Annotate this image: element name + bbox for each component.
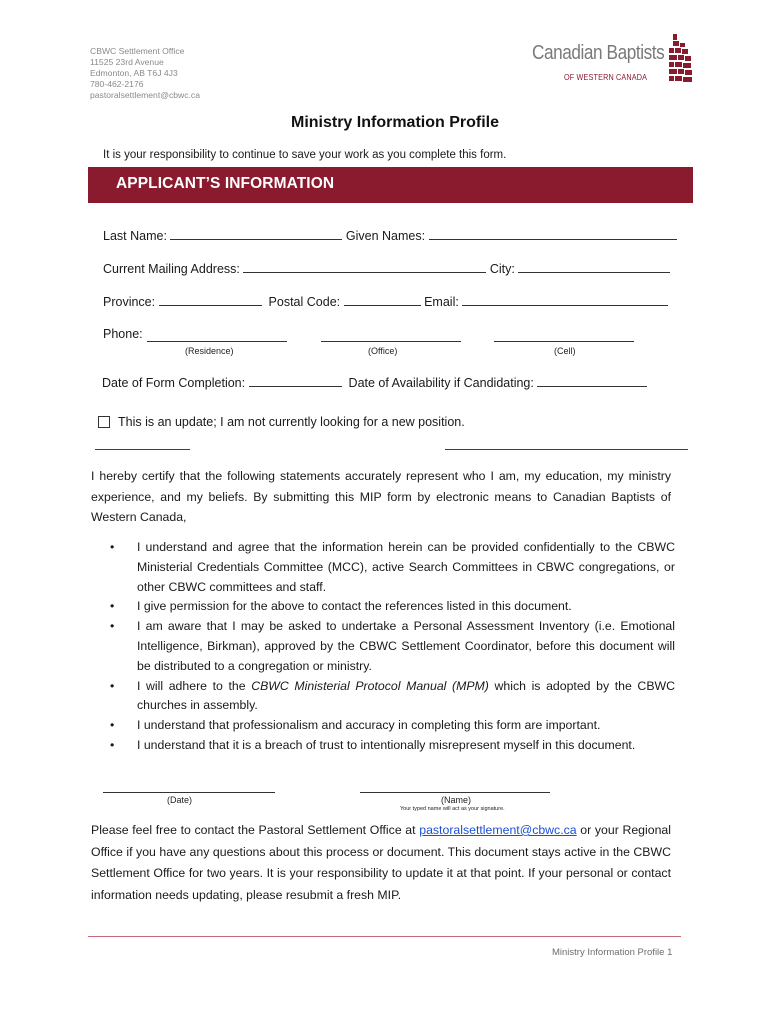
phone-residence-field[interactable]	[147, 331, 287, 342]
office-address	[90, 46, 200, 101]
given-names-label: Given Names:	[345, 229, 426, 243]
phone-residence-caption: (Residence)	[185, 346, 234, 356]
address-line: 11525 23rd Avenue	[90, 57, 164, 67]
city-label: City:	[489, 262, 515, 276]
date-availability-label: Date of Availability if Candidating:	[348, 376, 534, 390]
list-item: • I understand that professionalism and accuracy in completing this form are important.	[110, 718, 601, 733]
divider-left	[95, 449, 190, 450]
given-names-field[interactable]	[429, 229, 677, 240]
last-name-field[interactable]	[170, 229, 342, 240]
email-field[interactable]	[462, 295, 668, 306]
logo-subtext: OF WESTERN CANADA	[564, 72, 648, 82]
last-name-row	[103, 229, 677, 243]
date-signature-caption: (Date)	[167, 795, 193, 805]
last-name-label: Last Name:	[103, 229, 167, 243]
address-row	[103, 262, 670, 276]
page-title: Ministry Information Profile	[290, 114, 499, 131]
divider-right	[445, 449, 688, 450]
date-completion-label: Date of Form Completion:	[102, 376, 246, 390]
address-line: pastoralsettlement@cbwc.ca	[90, 90, 200, 100]
update-checkbox-label: This is an update; I am not currently looking for a new position.	[118, 415, 465, 429]
province-label: Province:	[103, 295, 156, 309]
email-label: Email:	[424, 295, 459, 309]
phone-cell-field[interactable]	[494, 331, 634, 342]
mailing-address-label: Current Mailing Address:	[103, 262, 240, 276]
dates-row	[102, 376, 647, 390]
phone-label: Phone:	[103, 327, 143, 341]
certify-bullets	[110, 538, 675, 756]
phone-office-field[interactable]	[321, 331, 461, 342]
certify-paragraph: I hereby certify that the following statements accurately represent who I am, my education, my ministry experience, and my beliefs. By submitting this MIP form by electronic means to Canadian Baptists of Western Canada,	[91, 469, 671, 524]
footer-divider	[88, 936, 681, 937]
postal-code-label: Postal Code:	[268, 295, 341, 309]
address-line: Edmonton, AB T6J 4J3	[90, 68, 178, 78]
date-availability-field[interactable]	[537, 376, 647, 387]
email-link[interactable]: pastoralsettlement@cbwc.ca	[419, 823, 577, 837]
phone-office-caption: (Office)	[368, 346, 398, 356]
section-banner-label: APPLICANT’S INFORMATION	[116, 175, 335, 192]
cross-brick-icon	[669, 34, 693, 86]
cbwc-logo	[532, 34, 692, 88]
page-footer: Ministry Information Profile 1	[552, 947, 673, 958]
address-line: 780-462-2176	[90, 79, 144, 89]
date-completion-field[interactable]	[249, 376, 342, 387]
list-item: • I am aware that I may be asked to undertake a Personal Assessment Inventory (i.e. Emotional Intelligence, Birkman), approved by the CBWC Settlement Coordinator, before this document will be distributed to a congregation or ministry.	[110, 619, 675, 673]
date-signature-field[interactable]	[103, 782, 275, 793]
list-item: • I give permission for the above to contact the references listed in this document.	[110, 599, 572, 614]
name-signature-field[interactable]	[360, 782, 550, 793]
section-banner	[88, 167, 693, 203]
phone-row	[103, 327, 143, 341]
province-row	[103, 295, 668, 309]
province-field[interactable]	[159, 295, 262, 306]
logo-text: Canadian Baptists	[532, 42, 665, 64]
postal-code-field[interactable]	[344, 295, 421, 306]
list-item: • I will adhere to the CBWC Ministerial Protocol Manual (MPM) which is adopted by the CBWC churches in assembly.	[110, 678, 676, 713]
city-field[interactable]	[518, 262, 670, 273]
contact-paragraph: Please feel free to contact the Pastoral Settlement Office at pastoralsettlement@cbwc.ca or your Regional Office if you have any questions about this process or document. This document stays active in the CBWC Settlement Office for two years. It is your responsibility to update it at that point. If your personal or contact information needs updating, please resubmit a fresh MIP.	[91, 823, 671, 902]
list-item: • I understand and agree that the information herein can be provided confidentially to the CBWC Ministerial Credentials Committee (MCC), active Search Committees in CBWC congregations, or other CBWC committees and staff.	[110, 540, 675, 594]
page-subtitle: It is your responsibility to continue to save your work as you complete this form.	[103, 149, 507, 161]
name-signature-caption: (Name)	[441, 795, 472, 805]
mailing-address-field[interactable]	[243, 262, 486, 273]
mpm-title: CBWC Ministerial Protocol Manual (MPM)	[251, 678, 489, 693]
list-item: • I understand that it is a breach of trust to intentionally misrepresent myself in this document.	[110, 737, 636, 752]
signature-note: Your typed name will act as your signature.	[400, 806, 505, 812]
phone-cell-caption: (Cell)	[554, 346, 576, 356]
address-line: CBWC Settlement Office	[90, 46, 185, 56]
update-checkbox[interactable]	[98, 416, 110, 428]
